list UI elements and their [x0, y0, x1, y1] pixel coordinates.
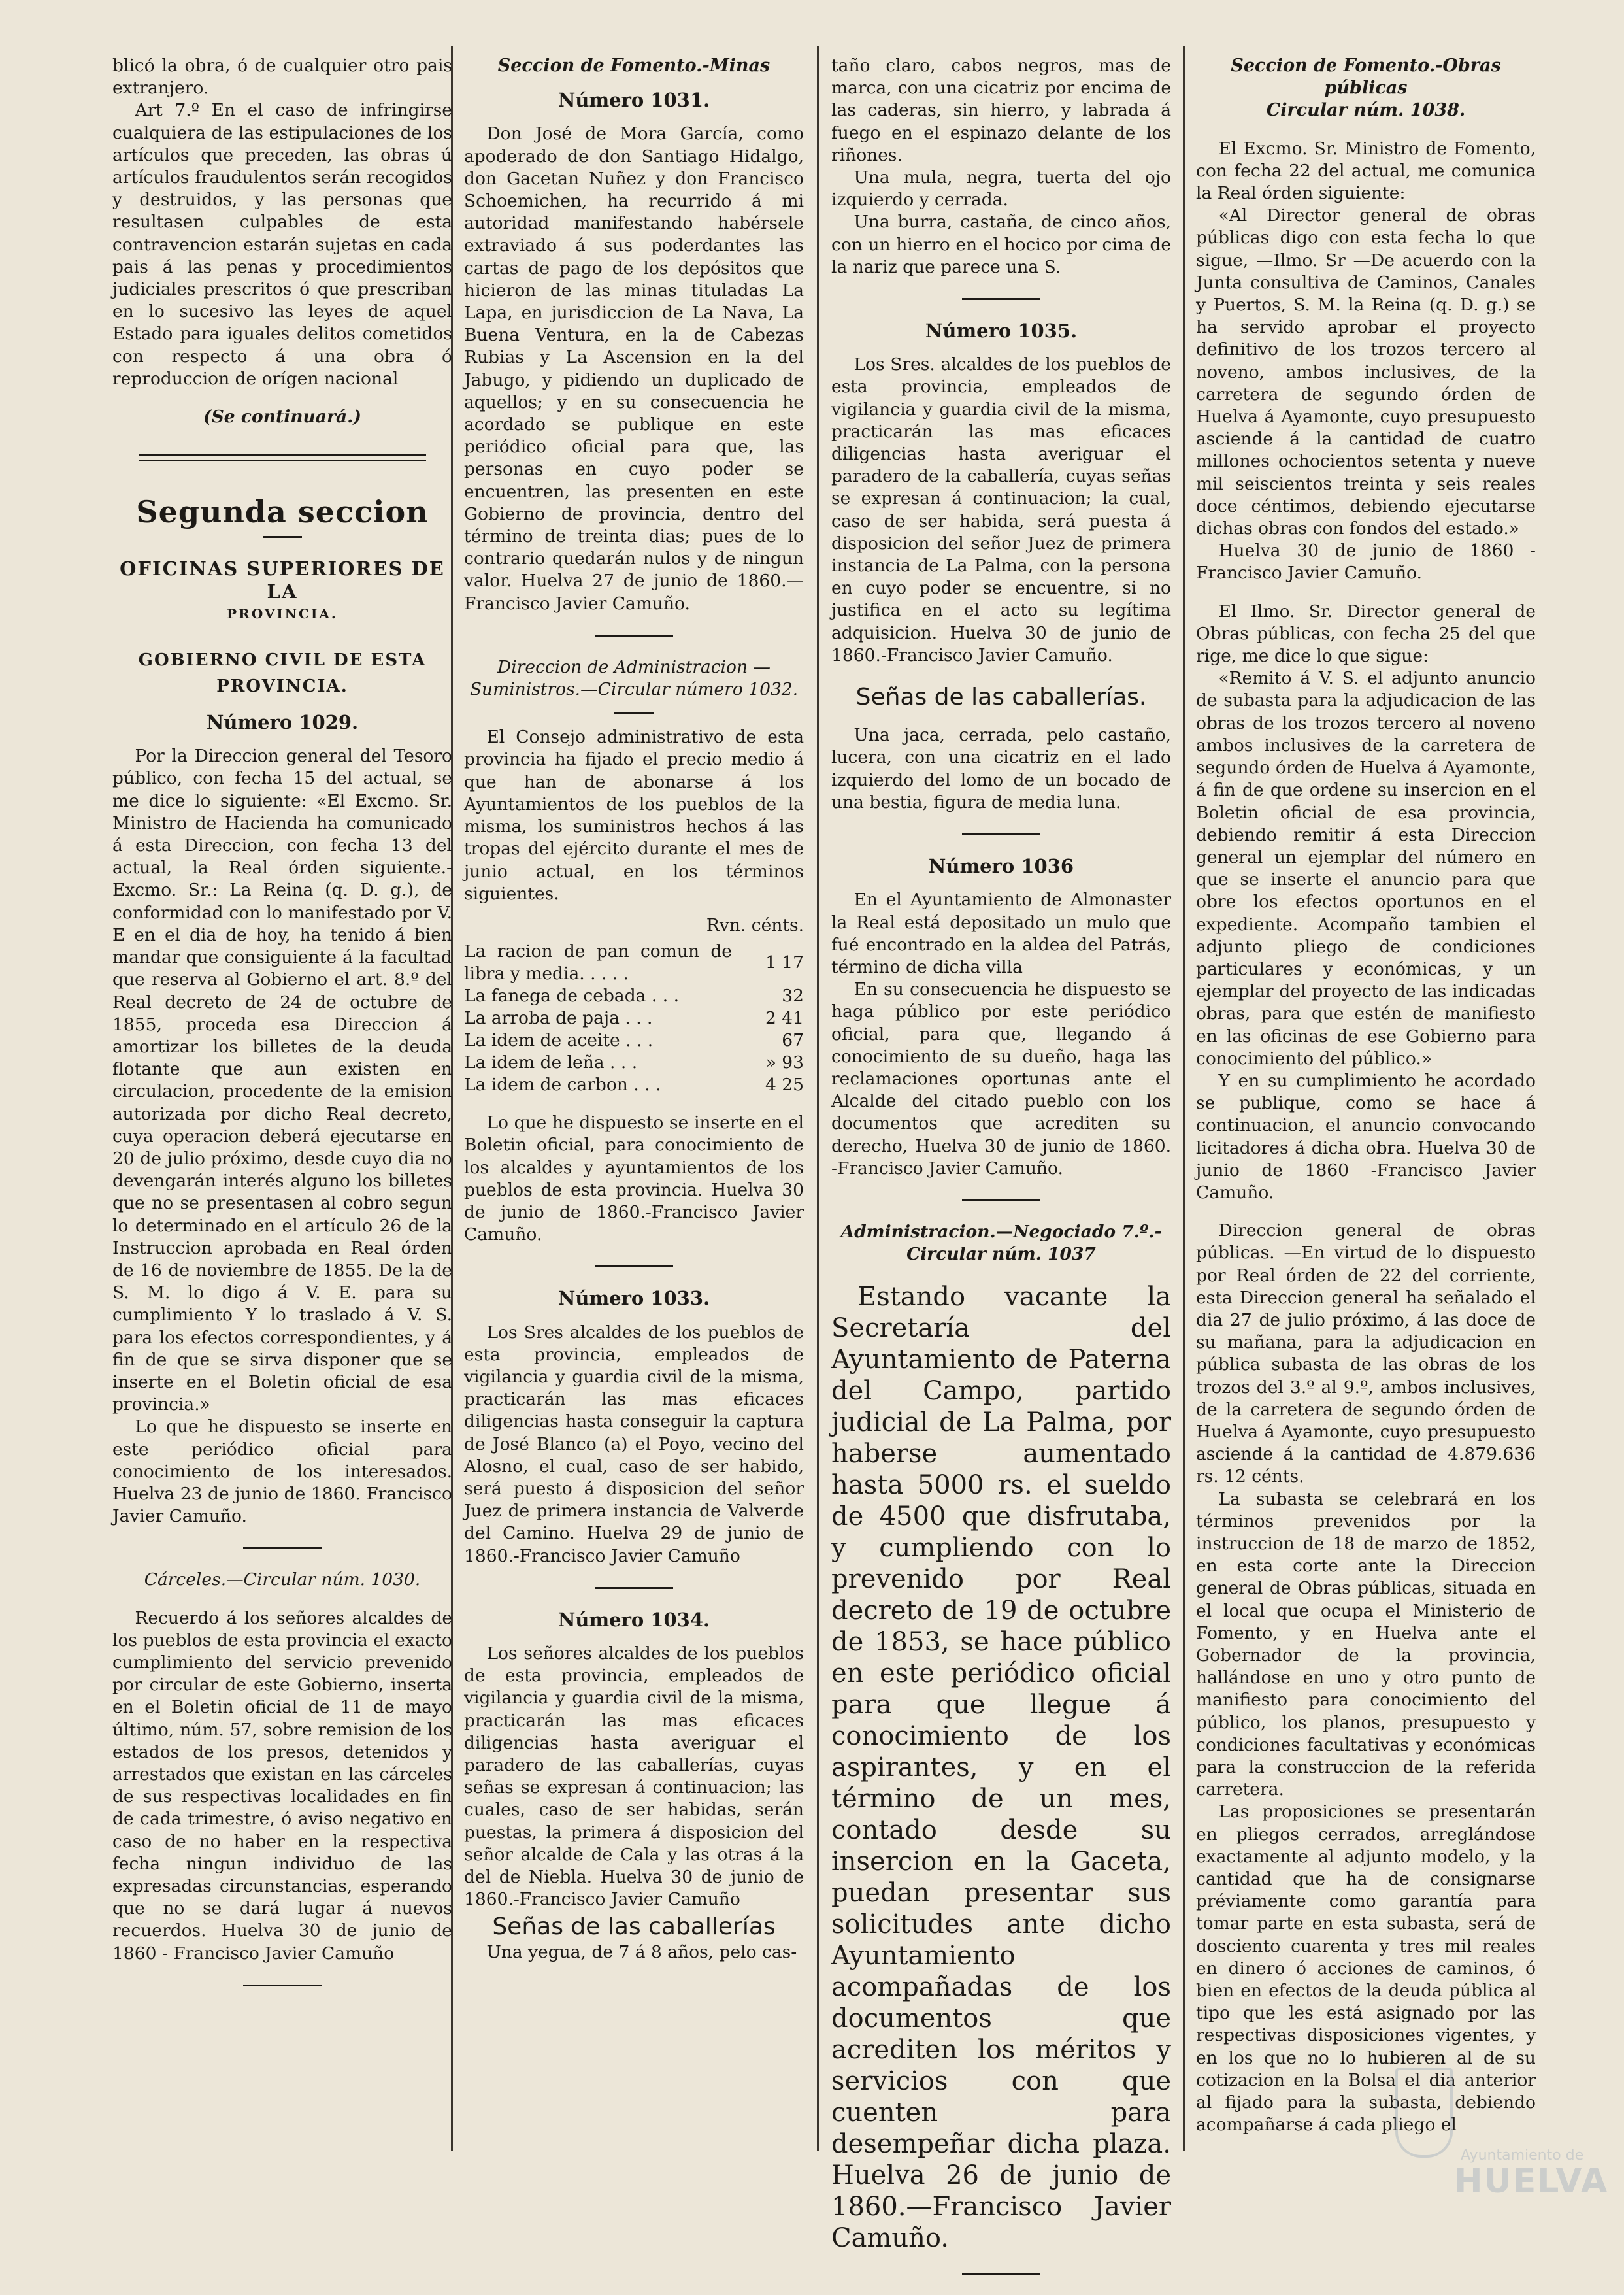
- column-1: [112, 55, 452, 2006]
- item-number: Número 1033.: [557, 1287, 710, 1310]
- rule: [962, 298, 1040, 300]
- prices-header: Rvn. cénts.: [706, 914, 804, 935]
- price-item: La idem de carbon . . .: [464, 1075, 661, 1096]
- paragraph: Art 7.º En el caso de infringirse cualquiera de las estipulaciones de los artículos que preceden, las obras ú artículos fraudulentos serán recogidos y destruidos, y las personas que resultasen culpables de esta contravencion estarán sujetas en cada pais á las penas y procedimientos judiciales prescritos ó que prescriban en lo sucesivo las leyes de aquel Estado para iguales delitos cometidos con respecto á una obra ó reproduccion de orígen nacional: [112, 100, 452, 389]
- rule: [595, 1265, 673, 1267]
- heading-provincia: PROVINCIA.: [227, 605, 338, 622]
- heading-oficinas: OFICINAS SUPERIORES DE LA: [120, 558, 445, 603]
- paragraph: Recuerdo á los señores alcaldes de los pueblos de esta provincia el exacto cumplimiento del servicio prevenido por circular de este Gobierno, inserta en el Boletin oficial de 11 de mayo último, núm. 57, sobre remision de los estados de los presos, detenidos y arrestados que existan en las cárceles de sus respectivas localidades en fin de cada trimestre, ó aviso negativo en caso de no haber en la respectiva fecha ningun individuo de las expresadas circunstancias, esperando que no se dará lugar á nuevos recuerdos. Huelva 30 de junio de 1860 - Francisco Javier Camuño: [112, 1607, 452, 1964]
- paragraph: Lo que he dispuesto se inserte en este periódico oficial para conocimiento de los interesados. Huelva 23 de junio de 1860. Francisco Javier Camuño.: [112, 1416, 452, 1527]
- table-row: [464, 1052, 804, 1074]
- paragraph: Huelva 30 de junio de 1860 -Francisco Javier Camuño.: [1196, 541, 1536, 584]
- table-row: [464, 1007, 804, 1030]
- price-item: La idem de aceite . . .: [464, 1030, 654, 1051]
- column-3: [831, 55, 1171, 2295]
- subheading: Señas de las caballerías.: [855, 684, 1147, 711]
- paragraph: Una yegua, de 7 á 8 años, pelo cas-: [486, 1941, 797, 1962]
- paragraph: Los Sres alcaldes de los pueblos de esta provincia, empleados de vigilancia y guardia civil de la misma, practicarán las mas eficaces diligencias hasta conseguir la captura de José Blanco (a) el Poyo, vecino del Alosno, el cual, caso de ser habido, será puesto á disposicion del señor Juez de primera instancia de Valverde del Camino. Huelva 29 de junio de 1860.-Francisco Javier Camuño: [464, 1322, 804, 1566]
- prices-table: [464, 941, 804, 1096]
- rule: [243, 1547, 322, 1549]
- paragraph: Por la Direccion general del Tesoro público, con fecha 15 del actual, se me dice lo siguiente: «El Excmo. Sr. Ministro de Hacienda ha comunicado á esta Direccion, con fecha 13 del actual, la Real órden siguiente.-Excmo. Sr.: La Reina (q. D. g.), de conformidad con lo manifestado por V. E en el dia de hoy, ha tenido á bien mandar que consiguiente á la facultad que reserva al Gobierno el art. 8.º del Real decreto de 24 de octubre de 1855, proceda esa Direccion á amortizar los billetes de la deuda flotante que aun existen en circulacion, procedente de la emision autorizada por dicho Real decreto, cuya operacion deberá ejecutarse en 20 de julio próximo, desde cuyo dia no devengarán interés alguno los billetes que no se presentasen al cobro segun lo determinado en el artículo 26 de la Instruccion aprobada en Real órden de 16 de noviembre de 1855. De la de S. M. lo digo á V. E. para su cumplimiento Y lo traslado á V. S. para los efectos correspondientes, y á fin de que se sirva disponer que se inserte en el Boletin oficial de esa provincia.»: [112, 746, 452, 1415]
- item-number: Número 1036: [928, 855, 1074, 878]
- rule: [243, 1985, 322, 1986]
- item-number: Número 1029.: [206, 711, 359, 734]
- paragraph: «Remito á V. S. el adjunto anuncio de subasta para la adjudicacion de las obras de los trozos tercero al noveno ambos inclusives de la carretera de segundo órden de Huelva á Ayamonte, á fin de que ordene su insercion en el Boletin oficial de esa provincia, debiendo remitir á esta Direccion general un ejemplar del número en que se inserte el anuncio para que obre los efectos oportunos en el expediente. Acompaño tambien el adjunto pliego de condiciones particulares y económicas, y un ejemplar del proyecto de las indicadas obras, para que estén de manifiesto en las oficinas de ese Gobierno para conocimiento del público.»: [1196, 668, 1536, 1069]
- rule: [962, 1199, 1040, 1201]
- watermark-top: Ayuntamiento de: [1461, 2147, 1584, 2164]
- price-item: La racion de pan comun de libra y media. . . . .: [464, 941, 732, 984]
- paragraph: Una jaca, cerrada, pelo castaño, lucera, con una cicatriz en el lado izquierdo del lomo de un bocado de una bestia, figura de media luna.: [831, 725, 1171, 812]
- watermark-logo: [1382, 2068, 1609, 2201]
- paragraph: El Consejo administrativo de esta provincia ha fijado el precio medio á que han de abonarse á los Ayuntamientos de los pueblos de la misma, los suministros hechos á las tropas del ejército durante el mes de junio actual, en los términos siguientes.: [464, 727, 804, 904]
- paragraph: En el Ayuntamiento de Almonaster la Real está depositado un mulo que fué encontrado en la aldea del Patrás, término de dicha villa: [831, 890, 1171, 977]
- section-heading: Seccion de Fomento.-Minas: [497, 56, 771, 76]
- rule: [962, 2273, 1040, 2275]
- item-number: Número 1035.: [925, 320, 1078, 343]
- price-value: 32: [782, 986, 804, 1007]
- paragraph: «Al Director general de obras públicas digo con esta fecha lo que sigue, —Ilmo. Sr —De acuerdo con la Junta consultiva de Caminos, Canales y Puertos, S. M. la Reina (q. D. g.) se ha servido aprobar el proyecto definitivo de los trozos tercero al noveno, ambos inclusives, de la carretera de segundo órden de Huelva á Ayamonte, cuyo presupuesto asciende á la cantidad de cuatro millones ochocientos setenta y nueve mil seiscientos treinta y seis reales doce céntimos, debiendo ejecutarse dichas obras con fondos del estado.»: [1196, 205, 1536, 539]
- column-divider: [1183, 46, 1185, 2151]
- rule: [595, 635, 673, 637]
- paragraph: blicó la obra, ó de cualquier otro pais extranjero.: [112, 56, 452, 99]
- paragraph: Direccion general de obras públicas. —En virtud de lo dispuesto por Real órden de 22 del corriente, esta Direccion general ha señalado el dia 27 de julio próximo, á las doce de su mañana, para la adjudicacion en pública subasta de las obras de los trozos del 3.º al 9.º, ambos inclusives, de la carretera de segundo órden de Huelva á Ayamonte, cuyo presupuesto asciende á la cantidad de 4.879.636 rs. 12 cénts.: [1196, 1220, 1536, 1487]
- paragraph: Una burra, castaña, de cinco años, con un hierro en el hocico por cima de la nariz que parece una S.: [831, 212, 1171, 277]
- item-number: Número 1034.: [557, 1608, 710, 1631]
- table-row: [464, 985, 804, 1007]
- paragraph: Las proposiciones se presentarán en pliegos cerrados, arreglándose exactamente al adjunto modelo, y la cantidad que ha de consignarse préviamente como garantía para tomar parte en esta subasta, será de dosciento cuarenta y tres mil reales en dinero ó acciones de caminos, ó bien en efectos de la deuda pública al tipo que les está asignado por las respectivas disposiciones vigentes, y en los que no lo hubieren al de su cotizacion en la Bolsa el dia anterior al fijado para la subasta, debiendo acompañarse á cada pliego el: [1196, 1801, 1536, 2136]
- paragraph: Don José de Mora García, como apoderado de don Santiago Hidalgo, don Gacetan Nuñez y don Francisco Schoemichen, ha recurrido á mi autoridad manifestando habérsele extraviado á sus poderdantes las cartas de pago de los depósitos que hicieron de las minas tituladas La Lapa, en jurisdiccion de La Nava, La Buena Ventura, en la de Cabezas Rubias y La Ascension en la del Jabugo, y pidiendo un duplicado de aquellos; y en su consecuencia he acordado se publique en este periódico oficial para que, las personas en cuyo poder se encuentren, las presenten en este Gobierno de provincia, dentro del término de treinta dias; pues de lo contrario quedarán nulos y de ningun valor. Huelva 27 de junio de 1860.—Francisco Javier Camuño.: [464, 124, 804, 614]
- paragraph: Lo que he dispuesto se inserte en el Boletin oficial, para conocimiento de los alcaldes y ayuntamientos de los pueblos de esta provincia. Huelva 30 de junio de 1860.-Francisco Javier Camuño.: [464, 1113, 804, 1245]
- section-heading: Seccion de Fomento.-Obras públicas: [1231, 56, 1501, 99]
- circular-heading: Direccion de Administracion —Suministros.—Circular número 1032.: [469, 656, 799, 700]
- watermark-main: HUELVA: [1454, 2162, 1609, 2201]
- heading-gobierno: GOBIERNO CIVIL DE ESTA PROVINCIA.: [138, 650, 427, 697]
- circular-heading: Administracion.—Negociado 7.º.-Circular núm. 1037: [840, 1221, 1162, 1265]
- column-4: [1196, 55, 1536, 2136]
- circular-heading: Cárceles.—Circular núm. 1030.: [144, 1569, 421, 1590]
- price-item: La fanega de cebada . . .: [464, 986, 680, 1007]
- short-rule: [263, 536, 302, 538]
- paragraph: La subasta se celebrará en los términos prevenidos por la instruccion de 18 de marzo de 1852, en esta corte ante la Direccion general de Obras públicas, situada en el local que ocupa el Ministerio de Fomento, y en Huelva ante el Gobernador de la provincia, hallándose en uno y otro punto de manifiesto para conocimiento del público, los planos, presupuesto y condiciones facultativas y económicas para la construccion de la referida carretera.: [1196, 1488, 1536, 1800]
- double-rule: [139, 454, 426, 461]
- table-row: [464, 1030, 804, 1052]
- paragraph: Y en su cumplimiento he acordado se publique, como se hace á continuacion, el anuncio convocando licitadores á dicha obra. Huelva 30 de junio de 1860 -Francisco Javier Camuño.: [1196, 1070, 1536, 1203]
- paragraph: Los señores alcaldes de los pueblos de esta provincia, empleados de vigilancia y guardia civil de la misma, practicarán las mas eficaces diligencias hasta averiguar el paradero de las caballerías, cuyas señas se expresan á continuacion; las cuales, caso de ser habidas, serán puestas, la primera á disposicion del señor alcalde de Cala y las otras á la del de Niebla. Huelva 30 de junio de 1860.-Francisco Javier Camuño: [464, 1643, 804, 1910]
- crest-icon: [1395, 2068, 1453, 2158]
- table-row: [464, 941, 804, 985]
- paragraph: Una mula, negra, tuerta del ojo izquierdo y cerrada.: [831, 167, 1171, 210]
- short-rule: [614, 712, 654, 714]
- price-value: 67: [782, 1030, 804, 1051]
- circular-number: Circular núm. 1038.: [1266, 100, 1466, 121]
- price-value: 1 17: [765, 952, 804, 973]
- item-number: Número 1031.: [557, 89, 710, 112]
- price-value: 2 41: [765, 1008, 804, 1029]
- price-value: 4 25: [765, 1075, 804, 1096]
- rule: [962, 833, 1040, 835]
- subheading: Señas de las caballerías: [492, 1913, 776, 1941]
- price-item: La idem de leña . . .: [464, 1052, 638, 1073]
- column-2: [464, 55, 804, 1964]
- rule: [595, 1587, 673, 1589]
- vacancy-notice: Estando vacante la Secretaría del Ayuntamiento de Paterna del Campo, partido judicial de La Palma, por haberse aumentado hasta 5000 rs. el sueldo de 4500 que disfrutaba, y cumpliendo con lo prevenido por Real decreto de 19 de octubre de 1853, se hace público en este periódico oficial para que llegue á conocimiento de los aspirantes, y en el término de un mes, contado desde su insercion en la Gaceta, puedan presentar sus solicitudes ante dicho Ayuntamiento acompañadas de los documentos que acrediten los méritos y servicios con que cuenten para desempeñar dicha plaza. Huelva 26 de junio de 1860.—Francisco Javier Camuño.: [831, 1282, 1171, 2254]
- paragraph: Los Sres. alcaldes de los pueblos de esta provincia, empleados de vigilancia y guardia civil de la misma, practicarán las mas eficaces diligencias hasta averiguar el paradero de la caballería, cuyas señas se expresan á continuacion; la cual, caso de ser habida, será puesta á disposicion del señor Juez de primera instancia de La Palma, con la persona en cuyo poder se encuentre, si no justifica en el acto su legítima adquisicion. Huelva 30 de junio de 1860.-Francisco Javier Camuño.: [831, 354, 1171, 665]
- price-item: La arroba de paja . . .: [464, 1008, 653, 1029]
- paragraph: taño claro, cabos negros, mas de marca, con una cicatriz por encima de las caderas, sin hierro, y labrada á fuego en el espinazo delante de los riñones.: [831, 56, 1171, 165]
- section-title: Segunda seccion: [136, 494, 429, 530]
- paragraph: El Ilmo. Sr. Director general de Obras públicas, con fecha 25 del que rige, me dice lo que sigue:: [1196, 601, 1536, 667]
- paragraph: El Excmo. Sr. Ministro de Fomento, con fecha 22 del actual, me comunica la Real órden siguiente:: [1196, 138, 1536, 204]
- column-divider: [817, 46, 819, 2151]
- table-row: [464, 1074, 804, 1096]
- continued-note: (Se continuará.): [203, 407, 361, 427]
- price-value: » 93: [765, 1052, 804, 1073]
- paragraph: En su consecuencia he dispuesto se haga público por este periódico oficial, para que, llegando á conocimiento de su dueño, haga las reclamaciones oportunas ante el Alcalde del citado pueblo con los documentos que acrediten su derecho, Huelva 30 de junio de 1860. -Francisco Javier Camuño.: [831, 979, 1171, 1179]
